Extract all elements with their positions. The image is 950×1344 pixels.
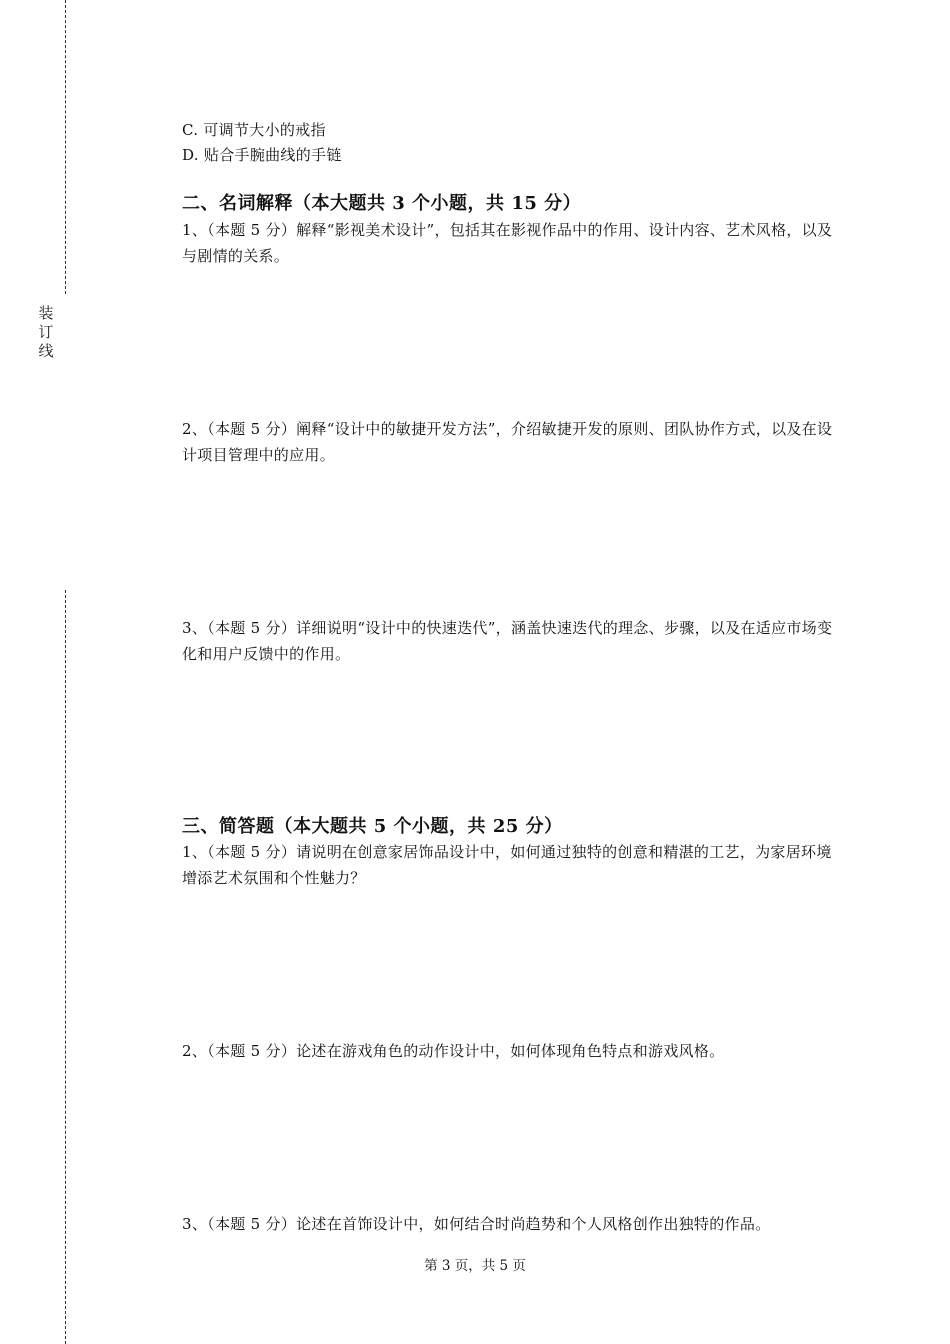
section-3-question-1: 1、（本题 5 分）请说明在创意家居饰品设计中，如何通过独特的创意和精湛的工艺，为家居环境增添艺术氛围和个性魅力？ bbox=[182, 843, 832, 887]
binding-line-label bbox=[37, 304, 55, 361]
binding-char: 线 bbox=[38, 342, 54, 360]
section-2-question-3: 3、（本题 5 分）详细说明“设计中的快速迭代”，涵盖快速迭代的理念、步骤，以及在适应市场变化和用户反馈中的作用。 bbox=[182, 619, 833, 663]
binding-dashed-line-bottom bbox=[65, 590, 66, 1344]
binding-dashed-line-top bbox=[65, 0, 66, 294]
section-3-heading: 三、简答题（本大题共 5 个小题，共 25 分） bbox=[182, 816, 563, 837]
section-2-question-1: 1、（本题 5 分）解释“影视美术设计”，包括其在影视作品中的作用、设计内容、艺术风格，以及与剧情的关系。 bbox=[182, 221, 833, 265]
section-2-question-2: 2、（本题 5 分）阐释“设计中的敏捷开发方法”，介绍敏捷开发的原则、团队协作方式，以及在设计项目管理中的应用。 bbox=[182, 420, 833, 464]
section-3-question-2: 2、（本题 5 分）论述在游戏角色的动作设计中，如何体现角色特点和游戏风格。 bbox=[182, 1042, 725, 1060]
section-2-heading: 二、名词解释（本大题共 3 个小题，共 15 分） bbox=[182, 193, 582, 214]
binding-char: 订 bbox=[38, 323, 54, 341]
option-d: D. 贴合手腕曲线的手链 bbox=[182, 146, 342, 164]
section-3-question-3: 3、（本题 5 分）论述在首饰设计中，如何结合时尚趋势和个人风格创作出独特的作品。 bbox=[182, 1215, 771, 1233]
binding-char: 装 bbox=[38, 304, 54, 322]
page-footer: 第 3 页，共 5 页 bbox=[424, 1258, 526, 1274]
option-c: C. 可调节大小的戒指 bbox=[182, 121, 326, 139]
